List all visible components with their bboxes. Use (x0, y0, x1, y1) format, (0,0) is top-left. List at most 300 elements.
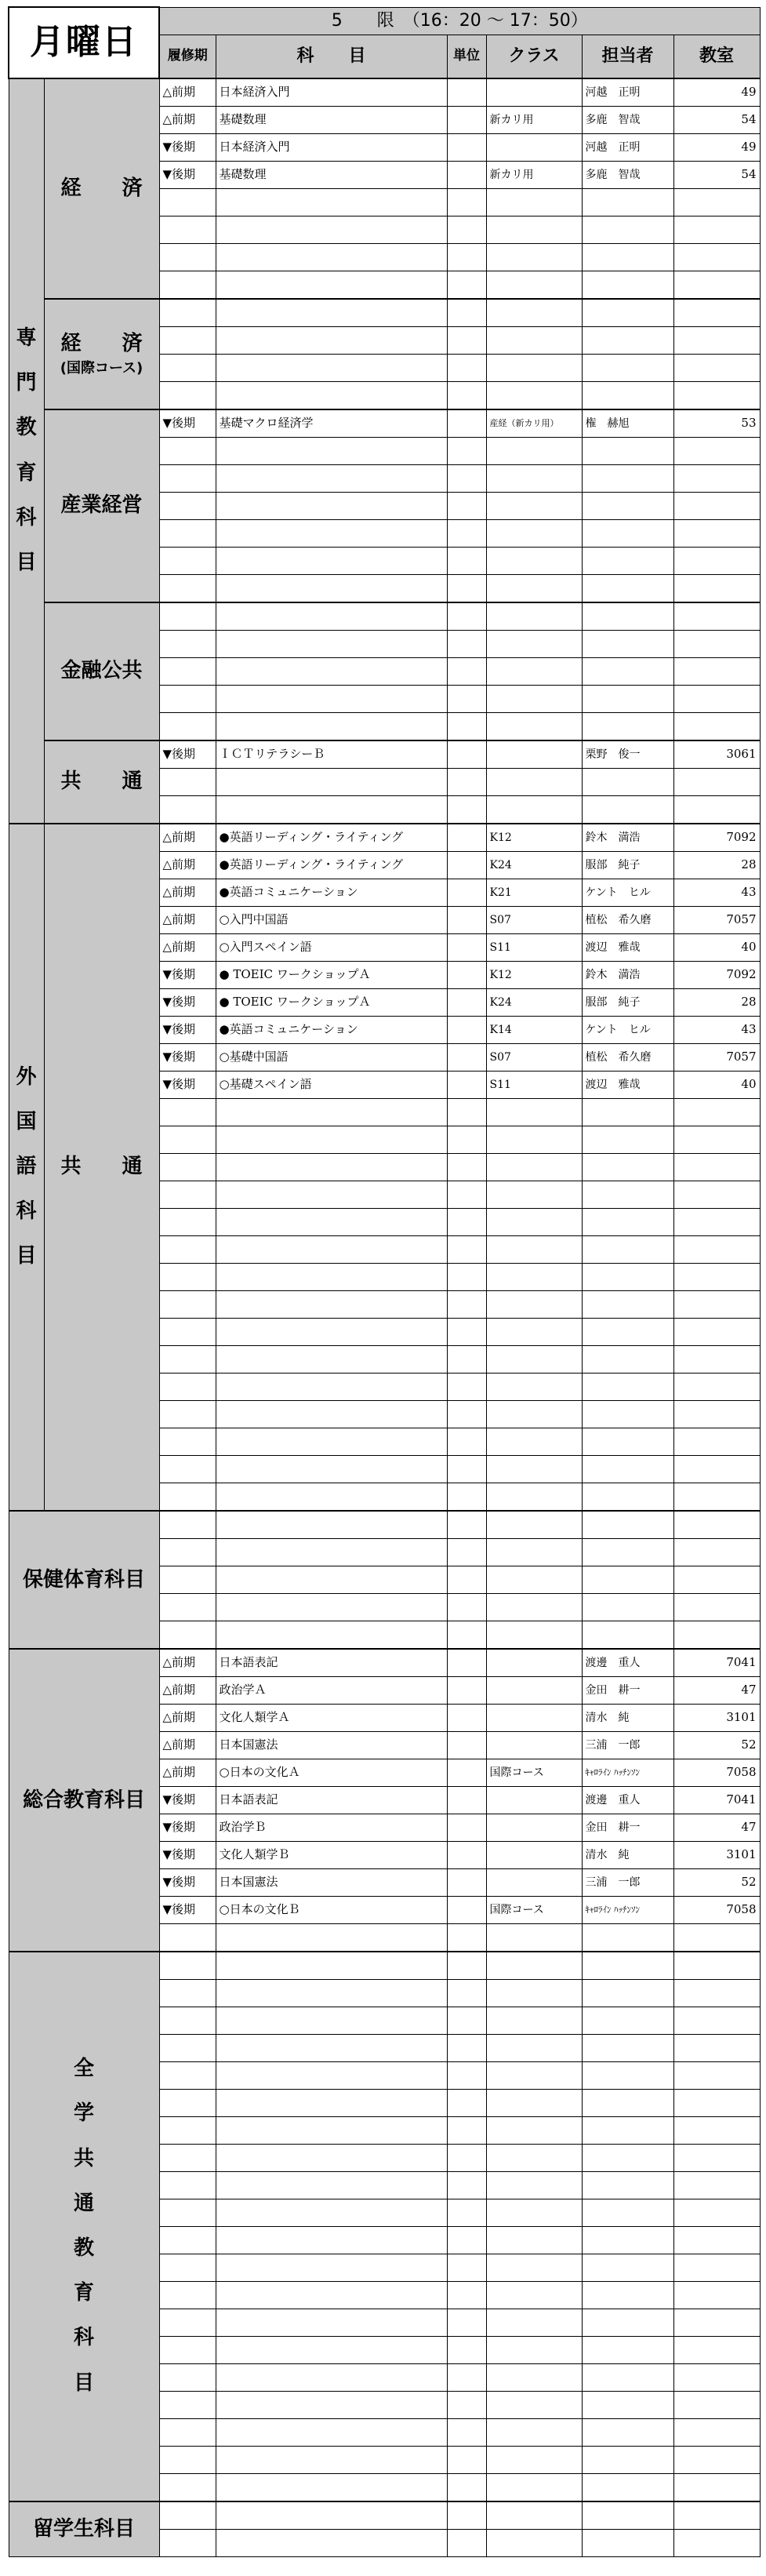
subject-cell (216, 795, 447, 824)
category-hoken: 保健体育科目 (9, 1511, 159, 1649)
credit-cell (447, 1511, 486, 1539)
term-cell: △前期 (159, 933, 216, 961)
term-cell (159, 1621, 216, 1649)
class-cell (486, 2171, 582, 2199)
credit-cell (447, 437, 486, 464)
teacher-cell: 渡辺 雅哉 (582, 933, 673, 961)
teacher-cell: ケント ヒル (582, 879, 673, 906)
subject-cell: ●英語リーディング・ライティング (216, 851, 447, 879)
teacher-cell (582, 1593, 673, 1621)
credit-cell (447, 243, 486, 271)
term-cell (159, 354, 216, 381)
category-sogo: 総合教育科目 (9, 1649, 159, 1952)
class-cell: 新カリ用 (486, 161, 582, 188)
category-ryugakusei: 留学生科目 (9, 2501, 159, 2557)
subcategory-label: 共 通 (60, 1155, 143, 1179)
class-cell (486, 2418, 582, 2446)
term-cell (159, 2226, 216, 2254)
subject-cell (216, 685, 447, 712)
room-cell (673, 216, 760, 243)
class-cell (486, 1126, 582, 1153)
credit-cell (447, 1016, 486, 1043)
subject-cell (216, 1153, 447, 1181)
class-cell (486, 1676, 582, 1704)
teacher-cell (582, 188, 673, 216)
credit-cell (447, 2199, 486, 2226)
credit-cell (447, 492, 486, 519)
term-cell (159, 712, 216, 740)
teacher-cell: 多鹿 智哉 (582, 106, 673, 133)
subject-cell: ●英語コミュニケーション (216, 1016, 447, 1043)
term-cell (159, 2171, 216, 2199)
room-cell (673, 1621, 760, 1649)
teacher-cell: ケント ヒル (582, 1016, 673, 1043)
room-cell (673, 243, 760, 271)
term-cell: ▼後期 (159, 1868, 216, 1896)
term-cell (159, 492, 216, 519)
term-cell (159, 243, 216, 271)
credit-cell (447, 1043, 486, 1071)
term-cell (159, 1290, 216, 1318)
class-cell (486, 768, 582, 795)
room-cell: 7092 (673, 961, 760, 988)
room-cell (673, 326, 760, 354)
teacher-cell (582, 1263, 673, 1290)
term-cell (159, 2034, 216, 2061)
room-cell (673, 2473, 760, 2501)
teacher-cell: 三浦 一郎 (582, 1731, 673, 1759)
subject-cell (216, 2089, 447, 2116)
room-cell: 54 (673, 161, 760, 188)
class-cell: S07 (486, 1043, 582, 1071)
credit-cell (447, 106, 486, 133)
teacher-cell (582, 1345, 673, 1373)
term-cell: ▼後期 (159, 1043, 216, 1071)
category-zengaku: 全 学 共 通 教 育 科 目 (9, 1952, 159, 2501)
term-cell (159, 2199, 216, 2226)
credit-cell (447, 685, 486, 712)
table-row (9, 1649, 760, 1677)
subject-cell (216, 1318, 447, 1345)
term-cell (159, 795, 216, 824)
credit-cell (447, 2363, 486, 2391)
term-cell: ▼後期 (159, 1896, 216, 1923)
class-cell (486, 2199, 582, 2226)
credit-cell (447, 2171, 486, 2199)
term-cell (159, 216, 216, 243)
room-cell (673, 299, 760, 327)
room-cell (673, 188, 760, 216)
credit-cell (447, 133, 486, 161)
subject-cell: 日本語表記 (216, 1649, 447, 1677)
term-cell (159, 1208, 216, 1235)
teacher-cell (582, 1235, 673, 1263)
term-cell (159, 2473, 216, 2501)
credit-cell (447, 1649, 486, 1677)
term-cell: △前期 (159, 1731, 216, 1759)
credit-header: 単位 (447, 35, 486, 78)
teacher-cell (582, 712, 673, 740)
class-cell (486, 1181, 582, 1208)
room-cell: 3101 (673, 1704, 760, 1731)
room-cell (673, 354, 760, 381)
term-cell (159, 299, 216, 327)
class-cell (486, 299, 582, 327)
teacher-cell: 多鹿 智哉 (582, 161, 673, 188)
term-cell (159, 464, 216, 492)
subject-cell (216, 1428, 447, 1455)
class-cell (486, 685, 582, 712)
class-cell (486, 2501, 582, 2530)
room-cell (673, 1538, 760, 1566)
teacher-cell (582, 1483, 673, 1511)
teacher-cell: 河越 正明 (582, 133, 673, 161)
teacher-cell: 服部 純子 (582, 851, 673, 879)
teacher-cell (582, 2171, 673, 2199)
room-cell (673, 2061, 760, 2089)
category-senmon: 専 門 教 育 科 目 (9, 78, 44, 824)
credit-cell (447, 409, 486, 438)
subject-cell (216, 1979, 447, 2007)
class-cell (486, 2254, 582, 2281)
room-cell (673, 1952, 760, 1980)
room-cell (673, 1126, 760, 1153)
class-cell (486, 1098, 582, 1126)
teacher-cell: 渡邊 重人 (582, 1786, 673, 1814)
credit-cell (447, 1538, 486, 1566)
term-cell (159, 2309, 216, 2336)
class-cell (486, 1593, 582, 1621)
subject-cell (216, 1511, 447, 1539)
credit-cell (447, 1483, 486, 1511)
subject-cell (216, 354, 447, 381)
term-cell (159, 685, 216, 712)
class-cell (486, 1511, 582, 1539)
subject-cell (216, 1373, 447, 1400)
credit-cell (447, 906, 486, 933)
teacher-cell (582, 2446, 673, 2473)
room-cell (673, 437, 760, 464)
credit-cell (447, 1126, 486, 1153)
subject-cell (216, 768, 447, 795)
subject-cell: ○入門中国語 (216, 906, 447, 933)
subject-cell (216, 2501, 447, 2530)
room-cell: 53 (673, 409, 760, 438)
room-cell (673, 1511, 760, 1539)
subcategory-sangyo (44, 409, 159, 602)
subject-cell: 基礎マクロ経済学 (216, 409, 447, 438)
subject-cell (216, 1923, 447, 1952)
credit-cell (447, 1153, 486, 1181)
term-cell: ▼後期 (159, 1071, 216, 1098)
term-cell (159, 630, 216, 657)
teacher-cell (582, 2226, 673, 2254)
teacher-cell (582, 1153, 673, 1181)
credit-cell (447, 1318, 486, 1345)
room-cell (673, 2336, 760, 2363)
teacher-cell (582, 492, 673, 519)
credit-cell (447, 1704, 486, 1731)
class-cell (486, 1621, 582, 1649)
class-cell (486, 1952, 582, 1980)
room-cell (673, 2501, 760, 2530)
subject-cell: ○日本の文化Ａ (216, 1759, 447, 1786)
class-cell (486, 2529, 582, 2556)
teacher-cell (582, 685, 673, 712)
table-row (9, 78, 760, 107)
subject-cell: ＩＣＴリテラシーＢ (216, 740, 447, 769)
room-cell (673, 2171, 760, 2199)
credit-cell (447, 851, 486, 879)
room-cell (673, 1923, 760, 1952)
subject-cell: ●英語コミュニケーション (216, 879, 447, 906)
term-cell (159, 1098, 216, 1126)
subject-cell: 文化人類学Ｂ (216, 1841, 447, 1868)
teacher-cell (582, 1952, 673, 1980)
class-cell: K24 (486, 851, 582, 879)
credit-cell (447, 1979, 486, 2007)
class-cell (486, 1345, 582, 1373)
table-row (9, 409, 760, 438)
teacher-cell (582, 795, 673, 824)
term-cell (159, 1318, 216, 1345)
class-cell (486, 1979, 582, 2007)
subject-cell (216, 630, 447, 657)
table-row (9, 1952, 760, 1980)
term-cell (159, 326, 216, 354)
class-cell (486, 2391, 582, 2418)
credit-cell (447, 1290, 486, 1318)
term-cell (159, 2116, 216, 2144)
teacher-cell (582, 1290, 673, 1318)
class-cell (486, 1455, 582, 1483)
class-cell (486, 326, 582, 354)
category-gaikokugo: 外 国 語 科 目 (9, 824, 44, 1511)
subject-cell (216, 602, 447, 631)
subject-cell: 政治学Ａ (216, 1676, 447, 1704)
room-cell (673, 1593, 760, 1621)
term-cell (159, 1566, 216, 1593)
teacher-cell (582, 2363, 673, 2391)
credit-cell (447, 1098, 486, 1126)
room-cell (673, 1483, 760, 1511)
subject-cell: 日本経済入門 (216, 78, 447, 107)
room-cell: 7058 (673, 1759, 760, 1786)
credit-cell (447, 2116, 486, 2144)
term-cell: ▼後期 (159, 1841, 216, 1868)
class-cell (486, 712, 582, 740)
credit-cell (447, 1071, 486, 1098)
term-cell (159, 188, 216, 216)
room-cell (673, 2363, 760, 2391)
subcategory-keizai-intl (44, 299, 159, 409)
subject-cell (216, 1263, 447, 1290)
teacher-cell: 植松 希久磨 (582, 1043, 673, 1071)
credit-cell (447, 216, 486, 243)
teacher-cell (582, 2061, 673, 2089)
room-cell (673, 574, 760, 602)
class-cell (486, 1263, 582, 1290)
term-cell (159, 574, 216, 602)
term-cell: △前期 (159, 1759, 216, 1786)
class-cell: K12 (486, 961, 582, 988)
teacher-cell: ｷｬﾛﾗｲﾝ ﾊｯﾁﾝｿﾝ (582, 1896, 673, 1923)
term-cell (159, 519, 216, 547)
class-cell (486, 1208, 582, 1235)
class-cell (486, 1428, 582, 1455)
room-cell (673, 2034, 760, 2061)
subcategory-kinyu (44, 602, 159, 740)
room-cell (673, 2529, 760, 2556)
class-header: クラス (486, 35, 582, 78)
subject-cell (216, 2226, 447, 2254)
credit-cell (447, 2226, 486, 2254)
subject-cell (216, 2199, 447, 2226)
subject-cell (216, 2171, 447, 2199)
teacher-cell (582, 2501, 673, 2530)
subject-cell (216, 216, 447, 243)
subject-cell (216, 243, 447, 271)
term-cell (159, 1979, 216, 2007)
room-cell (673, 271, 760, 299)
class-cell (486, 2116, 582, 2144)
credit-cell (447, 519, 486, 547)
credit-cell (447, 988, 486, 1016)
credit-cell (447, 2281, 486, 2309)
credit-cell (447, 1263, 486, 1290)
teacher-cell (582, 354, 673, 381)
credit-cell (447, 1400, 486, 1428)
class-cell (486, 1538, 582, 1566)
credit-cell (447, 381, 486, 409)
room-cell: 47 (673, 1814, 760, 1841)
term-cell (159, 1373, 216, 1400)
subcategory-gaikoku-kyotsu (44, 824, 159, 1511)
subject-cell (216, 2116, 447, 2144)
teacher-cell: 鈴木 満浩 (582, 961, 673, 988)
teacher-cell (582, 2418, 673, 2446)
table-row (9, 2501, 760, 2530)
teacher-cell (582, 2034, 673, 2061)
teacher-cell: 権 赫旭 (582, 409, 673, 438)
teacher-cell (582, 1511, 673, 1539)
credit-cell (447, 2336, 486, 2363)
term-cell (159, 1538, 216, 1566)
credit-cell (447, 1759, 486, 1786)
teacher-header: 担当者 (582, 35, 673, 78)
class-cell (486, 2309, 582, 2336)
credit-cell (447, 1345, 486, 1373)
class-cell (486, 78, 582, 107)
credit-cell (447, 2309, 486, 2336)
subject-cell (216, 2007, 447, 2034)
subject-cell: 日本国憲法 (216, 1731, 447, 1759)
room-cell (673, 1290, 760, 1318)
subcategory-label: 金融公共 (60, 659, 143, 683)
timetable (8, 6, 761, 2557)
credit-cell (447, 824, 486, 852)
credit-cell (447, 2446, 486, 2473)
room-cell (673, 1455, 760, 1483)
room-cell: 40 (673, 1071, 760, 1098)
subject-cell (216, 1098, 447, 1126)
teacher-cell (582, 1126, 673, 1153)
credit-cell (447, 768, 486, 795)
term-cell: ▼後期 (159, 1814, 216, 1841)
room-cell (673, 381, 760, 409)
room-cell (673, 795, 760, 824)
term-cell (159, 1923, 216, 1952)
credit-cell (447, 1566, 486, 1593)
room-cell: 47 (673, 1676, 760, 1704)
class-cell (486, 188, 582, 216)
room-cell: 7092 (673, 824, 760, 852)
credit-cell (447, 712, 486, 740)
credit-cell (447, 2418, 486, 2446)
subject-cell (216, 492, 447, 519)
room-cell: 7041 (673, 1786, 760, 1814)
teacher-cell: ｷｬﾛﾗｲﾝ ﾊｯﾁﾝｿﾝ (582, 1759, 673, 1786)
room-cell (673, 1428, 760, 1455)
room-cell: 49 (673, 78, 760, 107)
class-cell: 国際コース (486, 1896, 582, 1923)
term-cell (159, 1428, 216, 1455)
teacher-cell (582, 271, 673, 299)
credit-cell (447, 574, 486, 602)
class-cell (486, 1318, 582, 1345)
subcategory-label: 共 通 (60, 770, 143, 794)
room-cell: 54 (673, 106, 760, 133)
subject-cell (216, 2363, 447, 2391)
class-cell (486, 740, 582, 769)
subject-cell: ○入門スペイン語 (216, 933, 447, 961)
subject-cell (216, 2446, 447, 2473)
subject-cell (216, 2529, 447, 2556)
term-cell (159, 1511, 216, 1539)
teacher-cell: 三浦 一郎 (582, 1868, 673, 1896)
credit-cell (447, 1868, 486, 1896)
class-cell (486, 2473, 582, 2501)
class-cell (486, 2061, 582, 2089)
subject-cell (216, 1181, 447, 1208)
class-cell: S07 (486, 906, 582, 933)
class-cell: 国際コース (486, 1759, 582, 1786)
teacher-cell (582, 1979, 673, 2007)
room-cell: 3061 (673, 740, 760, 769)
teacher-cell (582, 437, 673, 464)
term-cell (159, 1235, 216, 1263)
credit-cell (447, 271, 486, 299)
class-cell (486, 1649, 582, 1677)
credit-cell (447, 2089, 486, 2116)
subject-cell (216, 519, 447, 547)
room-cell: 49 (673, 133, 760, 161)
teacher-cell (582, 2254, 673, 2281)
term-cell: ▼後期 (159, 1016, 216, 1043)
room-cell (673, 547, 760, 574)
subject-cell (216, 271, 447, 299)
term-cell (159, 2418, 216, 2446)
term-cell (159, 2254, 216, 2281)
subject-cell (216, 2144, 447, 2171)
credit-cell (447, 2034, 486, 2061)
room-cell (673, 1263, 760, 1290)
term-cell: ▼後期 (159, 961, 216, 988)
class-cell (486, 381, 582, 409)
term-cell: △前期 (159, 851, 216, 879)
subject-cell (216, 1400, 447, 1428)
term-cell (159, 1126, 216, 1153)
